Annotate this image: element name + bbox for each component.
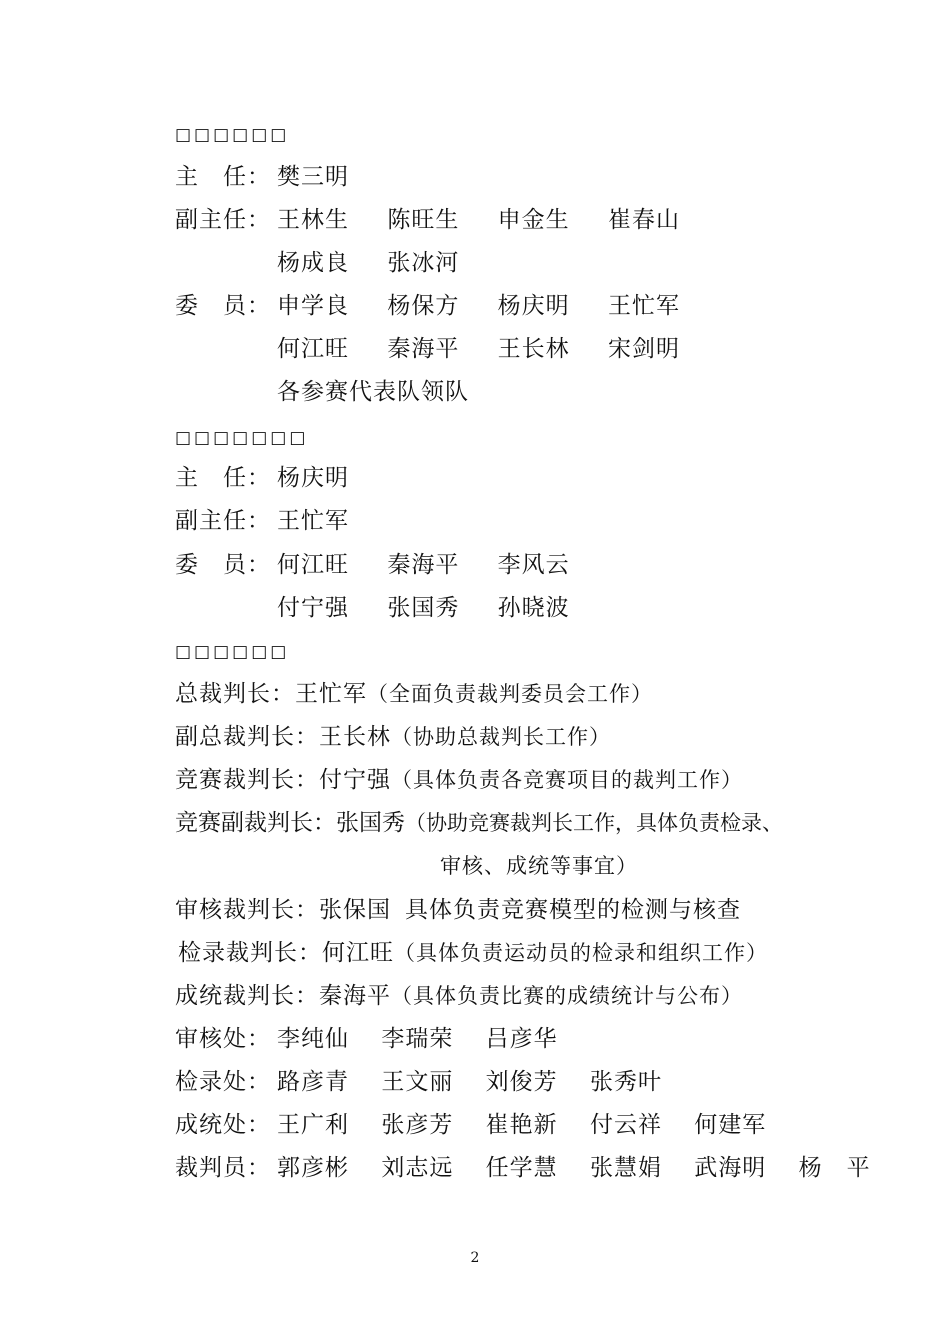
person-name: 申金生	[497, 207, 570, 233]
person-name: 王忙军	[295, 681, 367, 707]
row-director-1	[175, 163, 349, 191]
person-name: 何江旺	[322, 940, 394, 966]
row-scoring-referee	[175, 982, 743, 1010]
row-vice-director-2	[175, 507, 349, 535]
duty-note: 具体负责竞赛模型的检测与核查	[405, 897, 741, 923]
person-name: 付宁强	[277, 595, 349, 621]
person-name: 王文丽	[381, 1069, 454, 1095]
duty-note: （具体负责运动员的检录和组织工作）	[394, 941, 768, 965]
person-name: 李风云	[497, 552, 570, 578]
person-name: 李纯仙	[277, 1026, 349, 1052]
person-name: 秦海平	[387, 552, 460, 578]
row-label: 副主任：	[175, 508, 271, 534]
person-name: 杨庆明	[277, 465, 349, 491]
row-review-referee	[175, 896, 741, 924]
person-name: 王长林	[497, 336, 570, 362]
name-list	[277, 1025, 582, 1053]
row-label: 副主任：	[175, 207, 271, 233]
person-name: 秦海平	[387, 336, 460, 362]
person-name: 张秀叶	[589, 1069, 662, 1095]
name-list	[277, 292, 710, 320]
person-name: 张国秀	[387, 595, 460, 621]
person-name: 武海明	[694, 1155, 767, 1181]
row-label: 主 任：	[175, 465, 271, 491]
row-label: 裁判员：	[175, 1155, 271, 1181]
person-name: 王广利	[277, 1112, 349, 1138]
person-name: 秦海平	[319, 983, 391, 1009]
person-name: 李瑞荣	[381, 1026, 454, 1052]
row-label: 竞赛裁判长：	[175, 767, 319, 793]
duty-note: （协助竞赛裁判长工作，具体负责检录、	[405, 811, 783, 835]
person-name: 何建军	[694, 1112, 767, 1138]
page-number: 2	[470, 1250, 480, 1266]
row-label: 审核处：	[175, 1026, 271, 1052]
person-name: 付宁强	[319, 767, 391, 793]
row-review-office	[175, 1025, 558, 1053]
duty-note: （具体负责比赛的成绩统计与公布）	[391, 984, 743, 1008]
person-name: 杨成良	[277, 250, 349, 276]
name-list	[277, 249, 489, 277]
person-name: 王忙军	[607, 293, 680, 319]
row-scoring-office	[175, 1111, 767, 1139]
person-name: 付云祥	[589, 1112, 662, 1138]
person-name: 王林生	[277, 207, 349, 233]
person-name: 张冰河	[387, 250, 460, 276]
person-name: 申学良	[277, 293, 349, 319]
name-list	[277, 594, 600, 622]
person-name: 何江旺	[277, 552, 349, 578]
row-deputy-chief-referee	[175, 723, 611, 751]
row-members-2	[175, 551, 570, 579]
row-competition-referee	[175, 766, 743, 794]
row-chief-referee	[175, 680, 653, 708]
person-name: 王忙军	[277, 508, 349, 534]
duty-note: （具体负责各竞赛项目的裁判工作）	[391, 768, 743, 792]
person-name: 张国秀	[336, 810, 405, 836]
person-name: 杨保方	[387, 293, 460, 319]
name-list	[277, 1154, 871, 1182]
row-label: 委 员：	[175, 552, 271, 578]
person-name: 樊三明	[277, 164, 349, 190]
name-list	[277, 551, 600, 579]
row-director-2	[175, 464, 349, 492]
row-label: 副总裁判长：	[175, 724, 319, 750]
row-label: 审核裁判长：	[175, 897, 319, 923]
person-name: 崔春山	[607, 207, 680, 233]
row-label: 委 员：	[175, 293, 271, 319]
person-name: 孙晓波	[497, 595, 570, 621]
name-list	[277, 335, 710, 363]
row-label: 总裁判长：	[175, 681, 295, 707]
name-list	[277, 1068, 686, 1096]
section-heading-1: □□□□□□	[175, 125, 290, 145]
person-name: 吕彦华	[485, 1026, 558, 1052]
person-name: 路彦青	[277, 1069, 349, 1095]
name-list	[277, 163, 379, 191]
row-members-1	[175, 292, 680, 320]
person-name: 何江旺	[277, 336, 349, 362]
row-label: 主 任：	[175, 164, 271, 190]
person-name: 王长林	[319, 724, 391, 750]
person-name: 宋剑明	[607, 336, 680, 362]
row-checkin-office	[175, 1068, 662, 1096]
person-name: 郭彦彬	[277, 1155, 349, 1181]
person-name: 张慧娟	[589, 1155, 662, 1181]
person-name: 任学慧	[485, 1155, 558, 1181]
row-label: 成统处：	[175, 1112, 271, 1138]
person-name: 杨庆明	[497, 293, 570, 319]
name-list	[277, 464, 379, 492]
row-checkin-referee	[178, 939, 768, 967]
person-name: 刘志远	[381, 1155, 454, 1181]
section-heading-2: □□□□□□□	[175, 428, 309, 448]
person-name: 崔艳新	[485, 1112, 558, 1138]
row-team-leaders: 各参赛代表队领队	[277, 379, 469, 405]
person-name: 杨 平	[798, 1155, 871, 1181]
row-competition-deputy-referee-cont: 审核、成统等事宜）	[440, 854, 638, 878]
name-list	[277, 507, 379, 535]
row-label: 检录裁判长：	[178, 940, 322, 966]
person-name: 张彦芳	[381, 1112, 454, 1138]
name-list	[277, 1111, 790, 1139]
row-label: 检录处：	[175, 1069, 271, 1095]
duty-note: （协助总裁判长工作）	[391, 725, 611, 749]
section-heading-3: □□□□□□	[175, 642, 290, 662]
row-vice-director-1	[175, 206, 680, 234]
row-competition-deputy-referee	[175, 809, 783, 837]
duty-note: （全面负责裁判委员会工作）	[367, 682, 653, 706]
row-label: 成统裁判长：	[175, 983, 319, 1009]
row-referees	[175, 1154, 871, 1182]
person-name: 刘俊芳	[485, 1069, 558, 1095]
person-name: 张保国	[319, 897, 391, 923]
person-name: 陈旺生	[387, 207, 460, 233]
row-label: 竞赛副裁判长：	[175, 810, 336, 836]
name-list	[277, 206, 710, 234]
